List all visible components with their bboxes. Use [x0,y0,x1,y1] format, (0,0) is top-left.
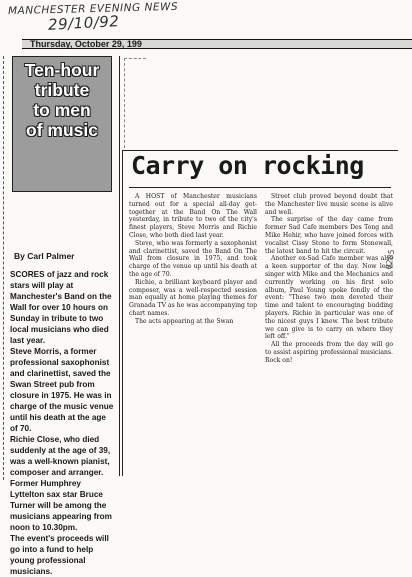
dateline-bar [22,39,412,49]
right-headline: Carry on rocking [131,151,364,180]
right-paragraph: The surprise of the day came from former Sad Cafe members Des Tong and Mike Hehir, who have joined forces with vocalist Cissy Stone to form Stonewall, the latest band to hit the circuit. [265,216,393,255]
archive-stamp: 0285 [383,248,397,271]
dateline-text: Thursday, October 29, 199 [30,39,142,49]
handwritten-date-note: 29/10/92 [47,12,120,34]
left-paragraph: Former Humphrey Lyttelton sax star Bruce Turner will be among the musicians appearing from noon to 10.30pm. [10,479,112,532]
left-byline: By Carl Palmer [14,251,75,261]
right-column-1 [129,193,257,365]
left-headline-line: to men [33,100,91,120]
right-column-2 [265,193,393,365]
handwritten-source-note: MANCHESTER EVENING NEWS [7,0,179,18]
right-paragraph: Street club proved beyond doubt that the Manchester live music scene is alive and well. [265,193,393,216]
right-paragraph: Steve, who was formerly a saxophonist and clarinettist, saved the Band On The Wall from closure in 1975, and took charge of the venue up until his death at the age of 70. [129,239,257,278]
right-paragraph: All the proceeds from the day will go to assist aspiring professional musicians. Rock on! [265,341,393,364]
right-paragraph: Richie, a brilliant keyboard player and composer, was a well-respected session man equally at home playing themes for Granada TV as he was accompanying top chart names. [129,278,257,317]
left-story [3,56,117,576]
left-paragraph: The event's proceeds will go into a fund to help young professional musicians. [10,534,109,576]
left-headline-box [12,56,112,192]
left-body [10,269,114,577]
left-headline-line: tribute [34,80,90,100]
column-divider [119,56,120,476]
left-headline-line: Ten-hour [24,60,100,80]
right-story-columns [129,193,393,365]
right-paragraph: A HOST of Manchester musicians turned out for a special all-day get-together at the Band On The Wall yesterday, in tribute to two of the city's finest players, Steve Morris and Richie Close, who both died last year. [129,193,257,239]
right-story [122,150,398,476]
left-paragraph: SCORES of jazz and rock stars will play at Manchester's Band on the Wall for over 10 hours on Sunday in tribute to two local musicians who died last year. [10,270,112,345]
right-paragraph: The acts appearing at the Swan [135,317,234,325]
right-paragraph: Another ex-Sad Cafe member was also a keen supporter of the day. Now lead singer with Mike and the Mechanics and currently working on his first solo album, Paul Young spoke fondly of the event: "These two men devoted their time and talent to encouraging budding players. Richie in particular was one of the nicest guys I knew. The best tribute we can give is to carry on where they left off." [265,255,393,341]
headline-rule [129,187,391,188]
left-paragraph: Steve Morris, a former professional saxophonist and clarinettist, saved the Swan Street pub from closure in 1975. He was in charge of the music venue until his death at the age of 70. [10,347,114,433]
left-paragraph: Richie Close, who died suddenly at the age of 39, was a well-known pianist, composer and arranger. [10,435,111,477]
clipping-cut-edge [124,58,146,148]
left-headline-line: of music [26,120,98,140]
